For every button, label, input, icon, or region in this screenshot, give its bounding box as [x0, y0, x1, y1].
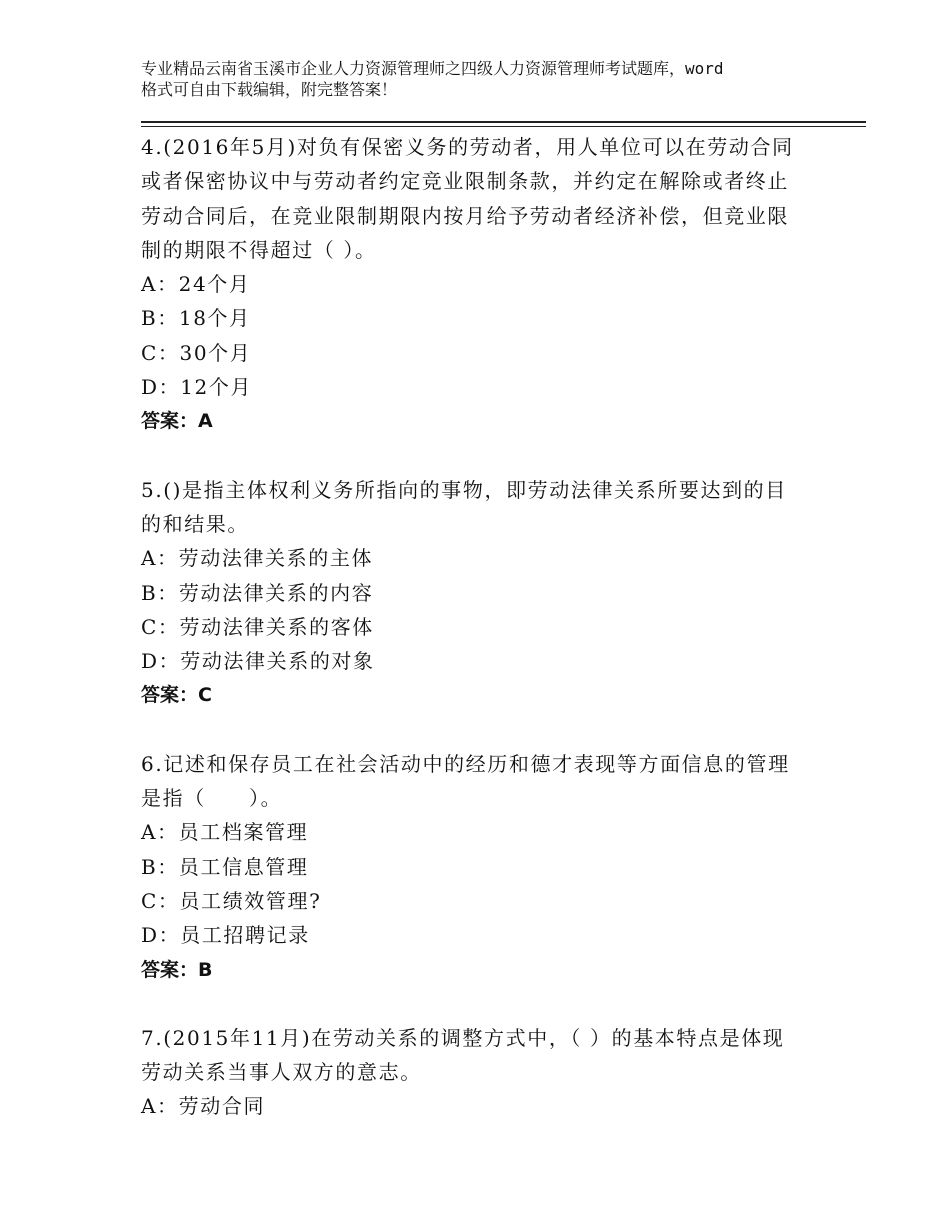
- question-stem-line: 劳动关系当事人双方的意志。: [141, 1060, 422, 1085]
- question-stem-line: 劳动合同后，在竞业限制期限内按月给予劳动者经济补偿，但竞业限: [141, 203, 789, 228]
- option-a: A：劳动合同: [141, 1094, 266, 1119]
- page-header: [141, 58, 841, 100]
- question-spacer: [141, 713, 841, 747]
- question-7: [141, 1021, 841, 1124]
- option-b: B：劳动法律关系的内容: [141, 580, 374, 605]
- question-stem-line: 制的期限不得超过（ ）。: [141, 237, 377, 262]
- option-d: D：12个月: [141, 375, 253, 400]
- option-c: C：员工绩效管理?: [141, 888, 322, 913]
- question-5: [141, 473, 841, 713]
- option-b: B：18个月: [141, 306, 251, 331]
- question-stem-line: 的和结果。: [141, 511, 249, 536]
- question-stem-line: 7.(2015年11月)在劳动关系的调整方式中，（ ）的基本特点是体现: [141, 1025, 785, 1050]
- answer-label: 答案：B: [141, 958, 213, 981]
- option-d: D：员工招聘记录: [141, 923, 310, 948]
- question-stem-line: 或者保密协议中与劳动者约定竞业限制条款，并约定在解除或者终止: [141, 169, 789, 194]
- question-stem-line: 是指（ ）。: [141, 786, 283, 811]
- question-spacer: [141, 987, 841, 1021]
- option-d: D：劳动法律关系的对象: [141, 649, 375, 674]
- question-stem-line: 5.()是指主体权利义务所指向的事物，即劳动法律关系所要达到的目: [141, 477, 787, 502]
- question-4: [141, 130, 841, 439]
- option-b: B：员工信息管理: [141, 854, 309, 879]
- option-c: C：劳动法律关系的客体: [141, 614, 374, 639]
- header-line-2: 格式可自由下载编辑，附完整答案！: [141, 80, 398, 99]
- answer-label: 答案：C: [141, 684, 212, 707]
- option-a: A：劳动法律关系的主体: [141, 546, 374, 571]
- header-divider-thin: [141, 126, 866, 127]
- question-spacer: [141, 439, 841, 473]
- question-stem-line: 6.记述和保存员工在社会活动中的经历和德才表现等方面信息的管理: [141, 751, 790, 776]
- question-6: [141, 747, 841, 987]
- header-divider-thick: [141, 121, 866, 123]
- option-a: A：24个月: [141, 272, 251, 297]
- header-line-1: 专业精品云南省玉溪市企业人力资源管理师之四级人力资源管理师考试题库，word: [141, 59, 724, 78]
- question-stem-line: 4.(2016年5月)对负有保密义务的劳动者，用人单位可以在劳动合同: [141, 135, 794, 159]
- option-a: A：员工档案管理: [141, 820, 309, 845]
- question-list: [141, 130, 841, 1124]
- option-c: C：30个月: [141, 340, 252, 365]
- answer-label: 答案：A: [141, 410, 213, 433]
